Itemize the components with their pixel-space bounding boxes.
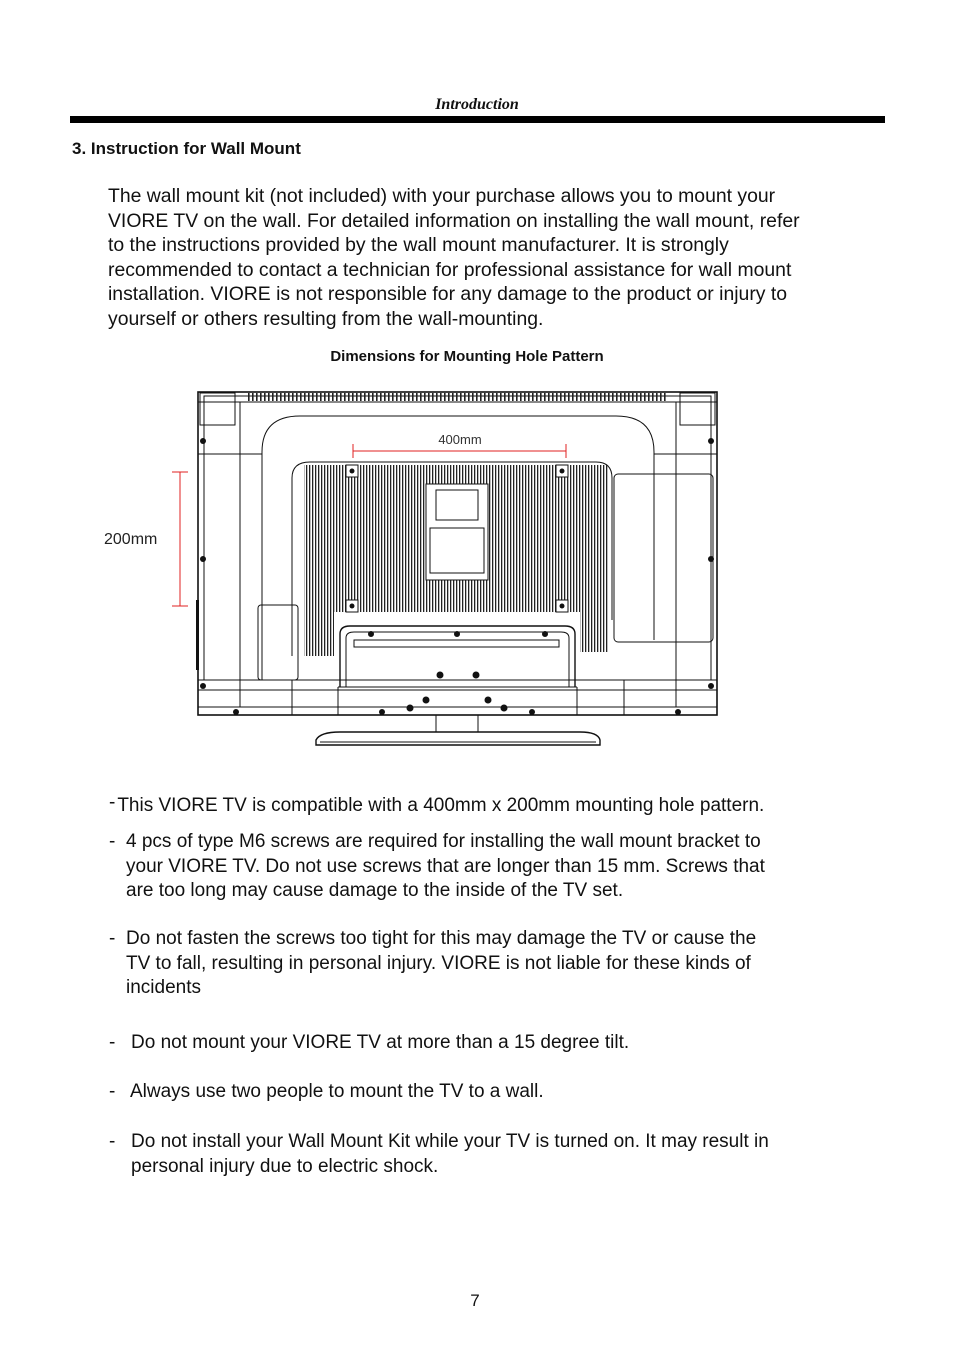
tv-rear-mounting-diagram	[96, 380, 726, 752]
bullet-text: are too long may cause damage to the inside of the TV set.	[126, 880, 624, 902]
bullet-item	[109, 794, 764, 819]
bullet-item	[109, 1080, 544, 1105]
bullet-dash: -	[109, 792, 116, 813]
bullet-dash: -	[109, 1131, 116, 1152]
page-number: 7	[470, 1291, 480, 1310]
bullet-text: incidents	[126, 977, 201, 999]
bullet-text: Do not fasten the screws too tight for this may damage the TV or cause the	[126, 928, 757, 949]
width-dimension-label: 400mm	[438, 432, 482, 447]
bullet-text: This VIORE TV is compatible with a 400mm x 200mm mounting hole pattern.	[117, 795, 765, 816]
intro-line: VIORE TV on the wall. For detailed information on installing the wall mount, refer	[108, 209, 800, 232]
intro-paragraph	[108, 184, 858, 332]
bullet-text: Do not install your Wall Mount Kit while your TV is turned on. It may result in	[131, 1131, 769, 1152]
intro-line: recommended to contact a technician for professional assistance for wall mount	[108, 258, 792, 281]
bullet-text: your VIORE TV. Do not use screws that are longer than 15 mm. Screws that	[126, 855, 765, 877]
bullet-text: personal injury due to electric shock.	[131, 1155, 439, 1177]
section-title: 3. Instruction for Wall Mount	[72, 139, 301, 158]
bullet-item	[109, 830, 765, 904]
bullet-item	[109, 1031, 629, 1056]
bullet-item	[109, 1130, 769, 1179]
intro-line: The wall mount kit (not included) with your purchase allows you to mount your	[108, 185, 776, 207]
bullet-text: Always use two people to mount the TV to a wall.	[130, 1081, 544, 1102]
bullet-text: 4 pcs of type M6 screws are required for installing the wall mount bracket to	[126, 831, 761, 852]
intro-line: yourself or others resulting from the wall-mounting.	[108, 307, 544, 330]
running-header: Introduction	[435, 96, 519, 113]
intro-line: to the instructions provided by the wall mount manufacturer. It is strongly	[108, 234, 729, 257]
bullet-dash: -	[109, 1081, 116, 1102]
bullet-text: Do not mount your VIORE TV at more than a 15 degree tilt.	[131, 1032, 630, 1053]
bullet-text: TV to fall, resulting in personal injury. VIORE is not liable for these kinds of	[126, 952, 751, 974]
bullet-dash: -	[109, 831, 116, 852]
figure-caption: Dimensions for Mounting Hole Pattern	[330, 348, 604, 365]
header-rule	[70, 116, 885, 123]
bullet-dash: -	[109, 928, 116, 949]
intro-line: installation. VIORE is not responsible for any damage to the product or injury to	[108, 283, 788, 306]
bullet-item	[109, 927, 756, 1001]
height-dimension-label: 200mm	[104, 531, 158, 548]
bullet-dash: -	[109, 1032, 116, 1053]
